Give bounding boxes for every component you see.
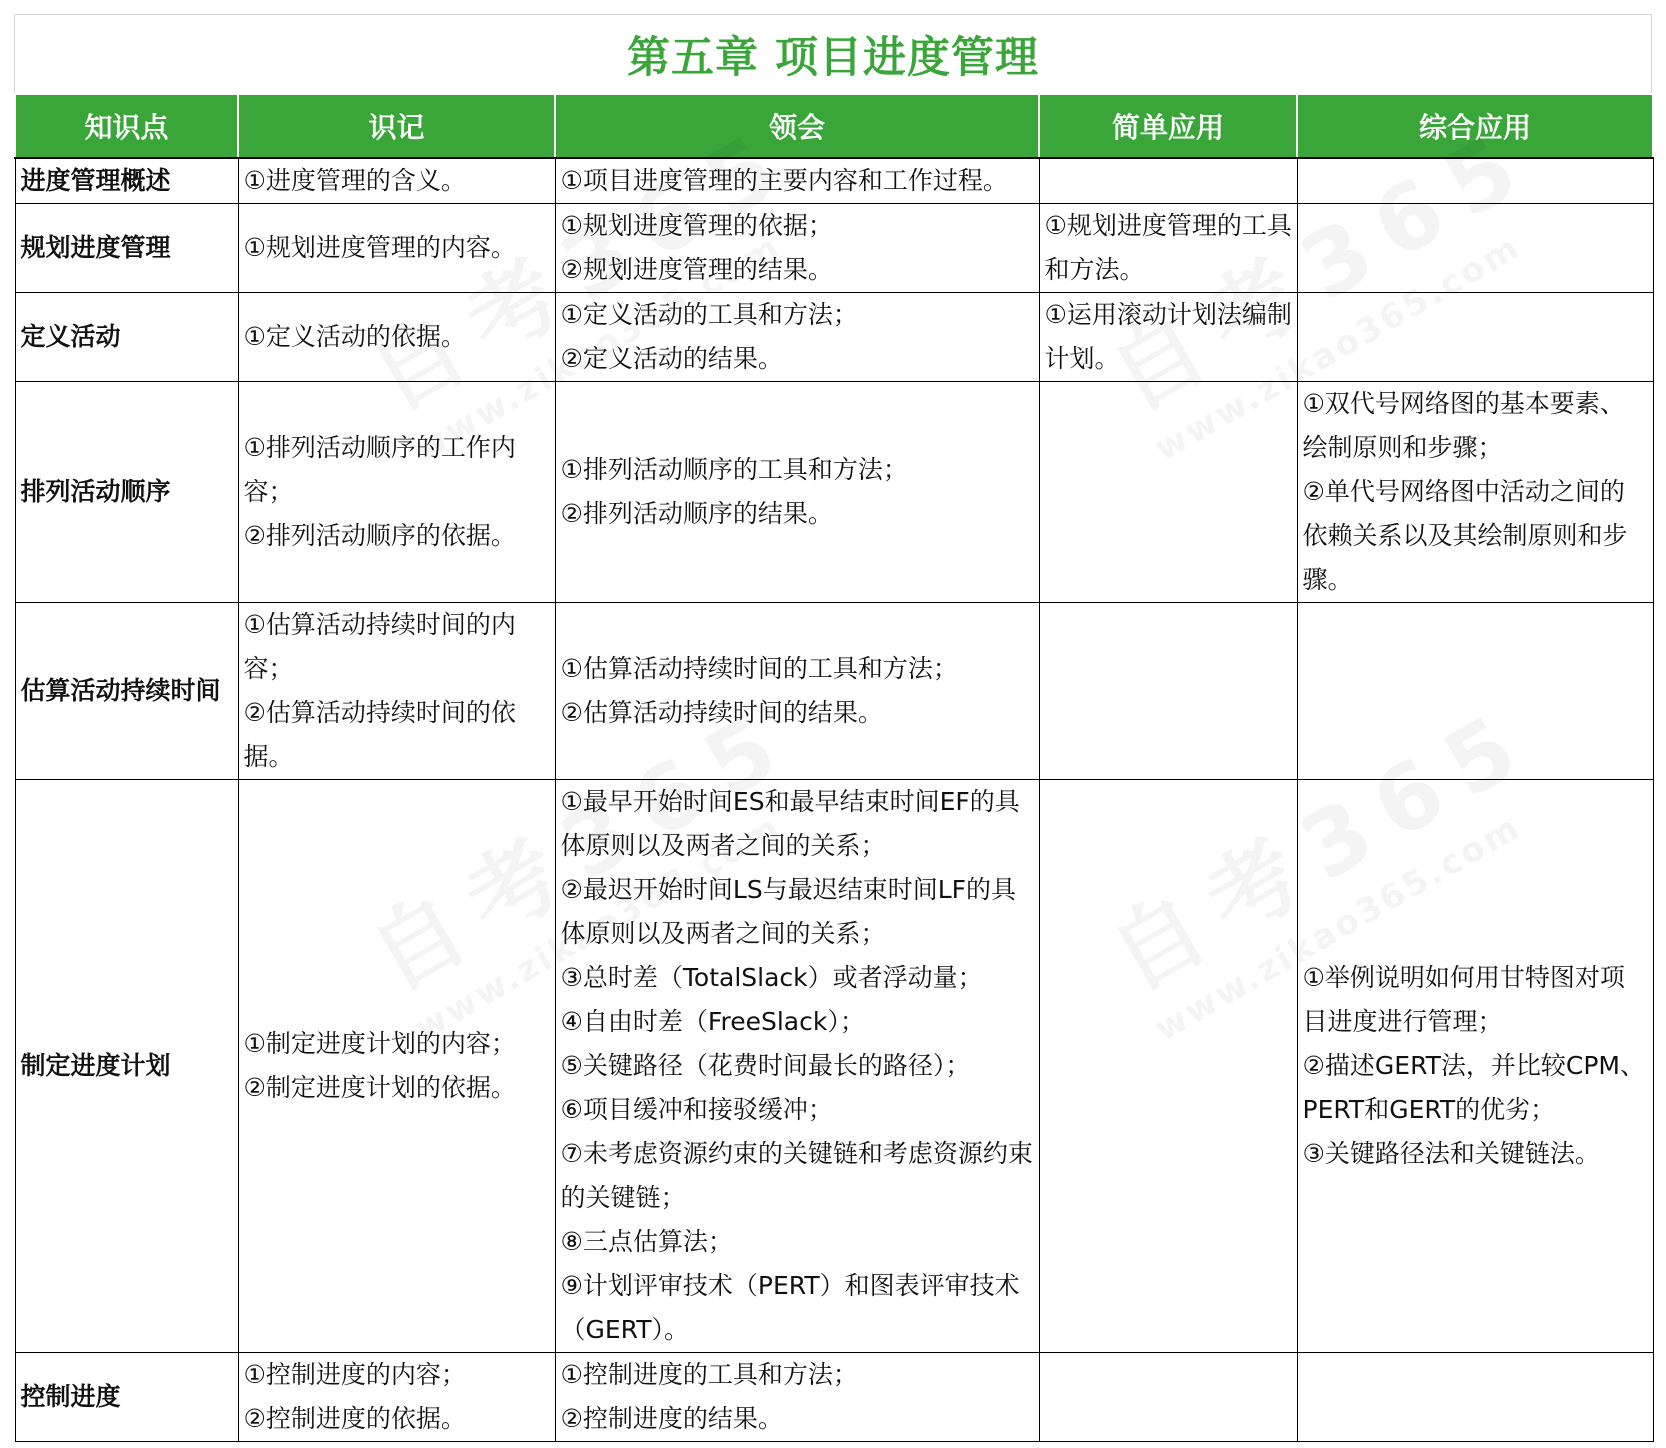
cell-understand [555, 603, 1039, 780]
cell-line: ①规划进度管理的依据； [560, 211, 833, 240]
header-understand: 领会 [555, 94, 1039, 158]
header-simple-application: 简单应用 [1039, 94, 1297, 158]
cell-knowledge-point: 定义活动 [15, 293, 238, 382]
cell-line: ④自由时差（FreeSlack）； [560, 1007, 865, 1036]
header-knowledge-point: 知识点 [15, 94, 238, 158]
cell-line: ②控制进度的依据。 [243, 1404, 466, 1433]
table-row [15, 382, 1653, 603]
title-row [14, 14, 1652, 93]
cell-comprehensive-application [1297, 158, 1653, 204]
cell-comprehensive-application [1297, 382, 1653, 603]
cell-understand [555, 1353, 1039, 1442]
cell-simple-application [1039, 293, 1297, 382]
cell-understand [555, 382, 1039, 603]
cell-line: ①定义活动的工具和方法； [560, 300, 858, 329]
cell-line: ②单代号网络图中活动之间的依赖关系以及其绘制原则和步骤。 [1302, 477, 1628, 594]
table-row [15, 204, 1653, 293]
cell-line: ①估算活动持续时间的工具和方法； [560, 654, 958, 683]
cell-line: ①制定进度计划的内容； [243, 1029, 516, 1058]
cell-comprehensive-application [1297, 1353, 1653, 1442]
cell-simple-application [1039, 382, 1297, 603]
cell-line: ⑦未考虑资源约束的关键链和考虑资源约束的关键链； [560, 1139, 1033, 1212]
cell-knowledge-point: 估算活动持续时间 [15, 603, 238, 780]
table-row [15, 158, 1653, 204]
cell-understand [555, 204, 1039, 293]
cell-memorize [238, 293, 555, 382]
cell-line: ①举例说明如何用甘特图对项目进度进行管理； [1302, 963, 1625, 1036]
cell-understand [555, 158, 1039, 204]
document-sheet [14, 14, 1652, 1434]
header-row [15, 94, 1653, 158]
cell-comprehensive-application [1297, 204, 1653, 293]
cell-memorize [238, 780, 555, 1353]
cell-simple-application [1039, 603, 1297, 780]
cell-simple-application [1039, 204, 1297, 293]
cell-line: ②规划进度管理的结果。 [560, 255, 833, 284]
cell-line: ⑧三点估算法； [560, 1227, 733, 1256]
cell-line: ②制定进度计划的依据。 [243, 1073, 516, 1102]
cell-memorize [238, 603, 555, 780]
cell-line: ②描述GERT法，并比较CPM、PERT和GERT的优劣； [1302, 1051, 1646, 1124]
cell-line: ③关键路径法和关键链法。 [1302, 1139, 1600, 1168]
cell-knowledge-point: 规划进度管理 [15, 204, 238, 293]
cell-simple-application [1039, 1353, 1297, 1442]
cell-line: ⑥项目缓冲和接驳缓冲； [560, 1095, 833, 1124]
cell-line: ①估算活动持续时间的内容； [243, 610, 516, 683]
cell-line: ①双代号网络图的基本要素、绘制原则和步骤； [1302, 389, 1625, 462]
page-title: 第五章 项目进度管理 [627, 32, 1039, 83]
table-row [15, 780, 1653, 1353]
cell-comprehensive-application [1297, 293, 1653, 382]
cell-memorize [238, 158, 555, 204]
cell-knowledge-point: 制定进度计划 [15, 780, 238, 1353]
cell-line: ②估算活动持续时间的结果。 [560, 698, 883, 727]
cell-memorize [238, 1353, 555, 1442]
cell-line: ①规划进度管理的内容。 [243, 233, 516, 262]
cell-simple-application [1039, 158, 1297, 204]
cell-line: ⑤关键路径（花费时间最长的路径）； [560, 1051, 971, 1080]
knowledge-table [14, 93, 1654, 1442]
cell-line: ①进度管理的含义。 [243, 166, 466, 195]
cell-memorize [238, 204, 555, 293]
cell-understand [555, 293, 1039, 382]
table-row [15, 293, 1653, 382]
cell-comprehensive-application [1297, 780, 1653, 1353]
cell-line: ①最早开始时间ES和最早结束时间EF的具体原则以及两者之间的关系； [560, 787, 1020, 860]
table-row [15, 1353, 1653, 1442]
header-memorize: 识记 [238, 94, 555, 158]
table-row [15, 603, 1653, 780]
cell-comprehensive-application [1297, 603, 1653, 780]
cell-line: ③总时差（TotalSlack）或者浮动量； [560, 963, 983, 992]
cell-line: ①运用滚动计划法编制计划。 [1044, 300, 1292, 373]
cell-line: ①排列活动顺序的工具和方法； [560, 455, 908, 484]
cell-line: ②排列活动顺序的依据。 [243, 521, 516, 550]
cell-memorize [238, 382, 555, 603]
cell-line: ①定义活动的依据。 [243, 322, 466, 351]
cell-line: ②最迟开始时间LS与最迟结束时间LF的具体原则以及两者之间的关系； [560, 875, 1017, 948]
cell-line: ②排列活动顺序的结果。 [560, 499, 833, 528]
cell-line: ②估算活动持续时间的依据。 [243, 698, 516, 771]
cell-knowledge-point: 排列活动顺序 [15, 382, 238, 603]
header-comprehensive-application: 综合应用 [1297, 94, 1653, 158]
cell-line: ②控制进度的结果。 [560, 1404, 783, 1433]
cell-line: ①控制进度的工具和方法； [560, 1360, 858, 1389]
cell-knowledge-point: 控制进度 [15, 1353, 238, 1442]
cell-line: ①规划进度管理的工具和方法。 [1044, 211, 1292, 284]
cell-line: ①项目进度管理的主要内容和工作过程。 [560, 166, 1008, 195]
cell-simple-application [1039, 780, 1297, 1353]
cell-knowledge-point: 进度管理概述 [15, 158, 238, 204]
cell-line: ②定义活动的结果。 [560, 344, 783, 373]
cell-line: ①控制进度的内容； [243, 1360, 466, 1389]
cell-line: ①排列活动顺序的工作内容； [243, 433, 516, 506]
cell-line: ⑨计划评审技术（PERT）和图表评审技术（GERT）。 [560, 1271, 1020, 1344]
cell-understand [555, 780, 1039, 1353]
